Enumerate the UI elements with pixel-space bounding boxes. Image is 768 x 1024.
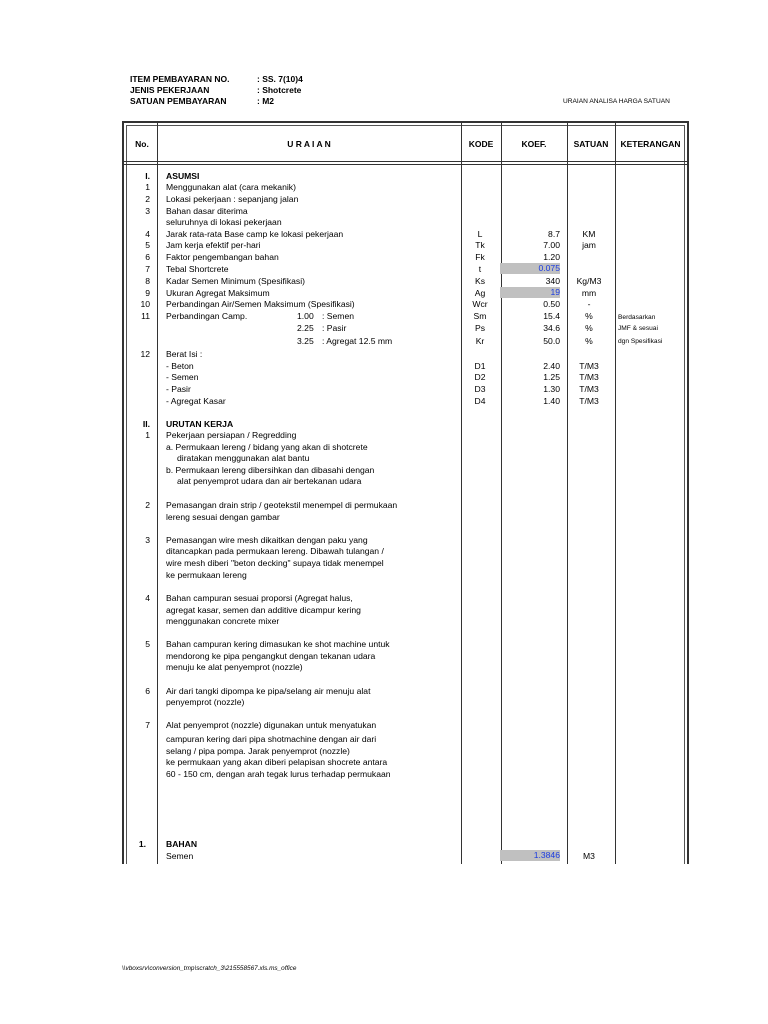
section-title-asumsi: ASUMSI bbox=[166, 171, 200, 181]
ratio-material: : Semen bbox=[322, 311, 355, 321]
row-satuan: - bbox=[587, 299, 591, 309]
step-text: Pemasangan drain strip / geotekstil menempel di permukaan bbox=[166, 500, 398, 510]
step-text: ke permukaan yang akan diberi pelapisan shocrete antara bbox=[166, 757, 388, 767]
row-uraian: Perbandingan Camp. bbox=[166, 311, 248, 321]
row-uraian: Semen bbox=[166, 851, 194, 861]
col-header-kode: KODE bbox=[468, 139, 494, 149]
row-no: 5 bbox=[145, 639, 150, 649]
row-no: 4 bbox=[145, 593, 150, 603]
item-value: : SS. 7(10)4 bbox=[257, 74, 303, 84]
row-keterangan: Berdasarkan bbox=[618, 314, 656, 321]
row-no: 2 bbox=[145, 500, 150, 510]
step-text: selang / pipa pompa. Jarak penyemprot (nozzle) bbox=[166, 746, 350, 756]
file-path-footer: \\vboxsrv\conversion_tmp\scratch_3\215558567.xls.ms_office bbox=[122, 965, 297, 972]
row-no: 12 bbox=[140, 349, 150, 359]
item-header bbox=[130, 74, 430, 108]
row-no: 4 bbox=[145, 229, 150, 239]
section-no-asumsi: I. bbox=[145, 171, 150, 181]
satuan-value: : M2 bbox=[257, 96, 274, 106]
step-text: Alat penyemprot (nozzle) digunakan untuk menyatukan bbox=[166, 720, 377, 730]
row-satuan: mm bbox=[581, 288, 597, 298]
row-no: 1 bbox=[145, 430, 150, 440]
row-koef: 50.0 bbox=[543, 336, 560, 346]
col-divider-no bbox=[157, 122, 158, 864]
row-uraian: Bahan dasar diterima bbox=[166, 206, 248, 216]
row-koef-input[interactable]: 19 bbox=[500, 287, 560, 298]
row-koef: 8.7 bbox=[548, 229, 560, 239]
row-kode: Ks bbox=[474, 276, 486, 286]
row-kode: D1 bbox=[474, 361, 486, 371]
step-text: ke permukaan lereng bbox=[166, 570, 247, 580]
col-header-keterangan: KETERANGAN bbox=[620, 139, 681, 149]
row-uraian: - Beton bbox=[166, 361, 194, 371]
row-koef: 340 bbox=[545, 276, 560, 286]
ratio-material: : Pasir bbox=[322, 323, 347, 333]
row-uraian: Kadar Semen Minimum (Spesifikasi) bbox=[166, 276, 305, 286]
row-koef: 15.4 bbox=[543, 311, 560, 321]
row-satuan: % bbox=[585, 336, 593, 346]
row-uraian: Faktor pengembangan bahan bbox=[166, 252, 279, 262]
item-label: ITEM PEMBAYARAN NO. bbox=[130, 74, 230, 84]
row-satuan: % bbox=[585, 323, 593, 333]
row-koef: 0.50 bbox=[543, 299, 560, 309]
step-text: Bahan campuran kering dimasukan ke shot machine untuk bbox=[166, 639, 390, 649]
step-text: a. Permukaan lereng / bidang yang akan di shotcrete bbox=[166, 442, 368, 452]
analysis-title: URAIAN ANALISA HARGA SATUAN bbox=[563, 98, 670, 105]
section-title-bahan: BAHAN bbox=[166, 839, 198, 849]
row-keterangan: dgn Spesifikasi bbox=[618, 338, 663, 345]
step-text: campuran kering dari pipa shotmachine dengan air dari bbox=[166, 734, 377, 744]
row-koef: 2.40 bbox=[543, 361, 560, 371]
row-satuan: T/M3 bbox=[579, 384, 599, 394]
row-satuan: jam bbox=[582, 240, 596, 250]
row-koef: 1.20 bbox=[543, 252, 560, 262]
row-satuan: Kg/M3 bbox=[576, 276, 602, 286]
row-koef-input[interactable]: 0.075 bbox=[500, 263, 560, 274]
row-koef: 1.30 bbox=[543, 384, 560, 394]
row-uraian: Ukuran Agregat Maksimum bbox=[166, 288, 270, 298]
row-satuan: T/M3 bbox=[579, 361, 599, 371]
row-satuan: T/M3 bbox=[579, 372, 599, 382]
row-uraian: Jam kerja efektif per-hari bbox=[166, 240, 261, 250]
row-uraian: Perbandingan Air/Semen Maksimum (Spesifikasi) bbox=[166, 299, 355, 309]
row-kode: Sm bbox=[473, 311, 487, 321]
ratio-material: : Agregat 12.5 mm bbox=[322, 336, 393, 346]
header-separator-double bbox=[123, 164, 688, 165]
section-no-urutan: II. bbox=[142, 419, 150, 429]
row-satuan: % bbox=[585, 311, 593, 321]
row-kode: Wcr bbox=[472, 299, 488, 309]
row-kode: Tk bbox=[475, 240, 485, 250]
section-title-urutan: URUTAN KERJA bbox=[166, 419, 234, 429]
row-uraian: - Pasir bbox=[166, 384, 191, 394]
row-kode: Ag bbox=[474, 288, 486, 298]
step-text: Pekerjaan persiapan / Regredding bbox=[166, 430, 297, 440]
col-header-no: No. bbox=[135, 139, 149, 149]
row-satuan: KM bbox=[582, 229, 596, 239]
ratio-value: 1.00 bbox=[297, 311, 314, 321]
jenis-value: : Shotcrete bbox=[257, 85, 302, 95]
section-no-bahan: 1. bbox=[138, 839, 146, 849]
col-header-uraian: U R A I A N bbox=[287, 139, 331, 149]
row-uraian: - Agregat Kasar bbox=[166, 396, 226, 406]
row-kode: Fk bbox=[475, 252, 485, 262]
row-keterangan: JMF & sesuai bbox=[618, 325, 658, 332]
row-no: 3 bbox=[145, 206, 150, 216]
row-no: 6 bbox=[145, 252, 150, 262]
row-no: 3 bbox=[145, 535, 150, 545]
row-no: 11 bbox=[141, 311, 150, 321]
step-text: alat penyemprot udara dan air bertekanan udara bbox=[177, 476, 362, 486]
row-uraian-cont: seluruhnya di lokasi pekerjaan bbox=[166, 217, 282, 227]
step-text: lereng sesuai dengan gambar bbox=[166, 512, 280, 522]
step-text: menggunakan concrete mixer bbox=[166, 616, 280, 626]
step-text: Air dari tangki dipompa ke pipa/selang air menuju alat bbox=[166, 686, 371, 696]
row-kode: D2 bbox=[474, 372, 486, 382]
col-header-koef: KOEF. bbox=[521, 139, 547, 149]
row-no: 5 bbox=[145, 240, 150, 250]
row-kode: D3 bbox=[474, 384, 486, 394]
row-no: 9 bbox=[145, 288, 150, 298]
row-kode: D4 bbox=[474, 396, 486, 406]
row-koef: 7.00 bbox=[543, 240, 560, 250]
row-no: 6 bbox=[145, 686, 150, 696]
col-divider-satuan bbox=[615, 122, 616, 864]
header-separator bbox=[123, 161, 688, 162]
row-uraian: - Semen bbox=[166, 372, 199, 382]
col-divider-koef bbox=[567, 122, 568, 864]
step-text: mendorong ke pipa pengangkut dengan tekanan udara bbox=[166, 651, 376, 661]
row-koef: 1.25 bbox=[543, 372, 560, 382]
row-uraian: Tebal Shortcrete bbox=[166, 264, 229, 274]
row-no: 7 bbox=[145, 264, 150, 274]
step-text: menuju ke alat penyemprot (nozzle) bbox=[166, 662, 303, 672]
row-kode: Kr bbox=[475, 336, 485, 346]
step-text: ditancapkan pada permukaan lereng. Dibawah tulangan / bbox=[166, 546, 384, 556]
row-satuan: T/M3 bbox=[579, 396, 599, 406]
step-text: penyemprot (nozzle) bbox=[166, 697, 245, 707]
row-no: 1 bbox=[145, 182, 150, 192]
row-koef-input[interactable]: 1.3846 bbox=[500, 850, 560, 861]
row-no: 10 bbox=[140, 299, 150, 309]
row-no: 7 bbox=[145, 720, 150, 730]
row-koef: 34.6 bbox=[543, 323, 560, 333]
ratio-value: 3.25 bbox=[297, 336, 314, 346]
row-uraian: Jarak rata-rata Base camp ke lokasi pekerjaan bbox=[166, 229, 344, 239]
step-text: agregat kasar, semen dan additive dicampur kering bbox=[166, 605, 361, 615]
row-no: 8 bbox=[145, 276, 150, 286]
col-header-satuan: SATUAN bbox=[573, 139, 609, 149]
jenis-label: JENIS PEKERJAAN bbox=[130, 85, 210, 95]
row-satuan: M3 bbox=[583, 851, 595, 861]
row-uraian: Berat Isi : bbox=[166, 349, 203, 359]
step-text: diratakan menggunakan alat bantu bbox=[177, 453, 310, 463]
row-uraian: Lokasi pekerjaan : sepanjang jalan bbox=[166, 194, 299, 204]
step-text: Bahan campuran sesuai proporsi (Agregat halus, bbox=[166, 593, 353, 603]
row-kode: Ps bbox=[474, 323, 486, 333]
ratio-value: 2.25 bbox=[297, 323, 314, 333]
row-kode: L bbox=[477, 229, 483, 239]
row-kode: t bbox=[478, 264, 482, 274]
satuan-label: SATUAN PEMBAYARAN bbox=[130, 96, 227, 106]
row-no: 2 bbox=[145, 194, 150, 204]
step-text: wire mesh diberi "beton decking" supaya tidak menempel bbox=[166, 558, 384, 568]
step-text: Pemasangan wire mesh dikaitkan dengan paku yang bbox=[166, 535, 368, 545]
step-text: 60 - 150 cm, dengan arah tegak lurus terhadap permukaan bbox=[166, 769, 391, 779]
row-koef: 1.40 bbox=[543, 396, 560, 406]
step-text: b. Permukaan lereng dibersihkan dan dibasahi dengan bbox=[166, 465, 375, 475]
row-uraian: Menggunakan alat (cara mekanik) bbox=[166, 182, 296, 192]
